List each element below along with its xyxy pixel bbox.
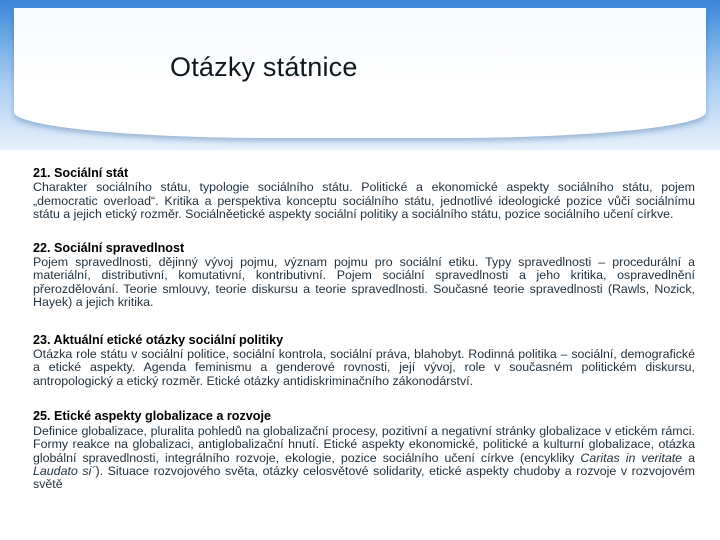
- section-body: [33, 425, 695, 492]
- section-23: [33, 334, 695, 389]
- section-22: [33, 242, 695, 310]
- slide-title: Otázky státnice: [170, 52, 358, 82]
- body-text: ). Situace rozvojového světa, otázky celosvětové solidarity, etické aspekty chudoby a rozvoje v rozvojovém světě: [33, 463, 695, 492]
- body-text: Definice globalizace, pluralita pohledů na globalizační procesy, pozitivní a negativní stránky globalizace v etickém rámci. Formy reakce na globalizaci, antiglobalizační hnutí. Etické aspekty ekonomické, politické a kulturní globalizace, otázka globální spravedlnosti, integrálního rozvoje, ekologie, pozice sociálního učení církve (encykliky: [33, 423, 695, 465]
- section-body: Charakter sociálního státu, typologie sociálního státu. Politické a ekonomické aspekty sociálního státu, pojem „democratic overload“. Kritika a perspektiva konceptu sociálního státu, jednotlivé ideologické pozice vůči sociálnímu státu a jejich etický rozměr. Sociálněetické aspekty sociální politiky a sociálního státu, pozice sociálního učení církve.: [33, 180, 695, 222]
- section-heading: 23. Aktuální etické otázky sociální politiky: [33, 332, 284, 347]
- section-25: [33, 410, 695, 491]
- body-text: a: [682, 450, 695, 465]
- section-body: Pojem spravedlnosti, dějinný vývoj pojmu, význam pojmu pro sociální etiku. Typy spravedlnosti – procedurální a materiální, distributivní, komutativní, kontributivní. Pojem sociální spravedlnosti a jeho kritika, ospravedlnění přerozdělování. Teorie smlouvy, teorie diskursu a teorie spravedlnosti. Současné teorie spravedlnosti (Rawls, Nozick, Hayek) a jejich kritika.: [33, 255, 695, 310]
- section-body: Otázka role státu v sociální politice, sociální kontrola, sociální práva, blahobyt. Rodinná politika – sociální, demografické a etické aspekty. Agenda feminismu a genderové rovnosti, její vývoj, role v současném politickém diskursu, antropologický a etický rozměr. Etické otázky antidiskriminačního zákonodárství.: [33, 347, 695, 388]
- section-21: [33, 167, 695, 222]
- section-heading: 22. Sociální spravedlnost: [33, 240, 185, 255]
- encyclical-title: Laudato si´: [33, 463, 96, 478]
- section-heading: 25. Etické aspekty globalizace a rozvoje: [33, 409, 271, 424]
- slide-content: [33, 167, 695, 513]
- encyclical-title: Caritas in veritate: [580, 450, 683, 465]
- header-panel: [14, 8, 706, 138]
- section-heading: 21. Sociální stát: [33, 166, 129, 180]
